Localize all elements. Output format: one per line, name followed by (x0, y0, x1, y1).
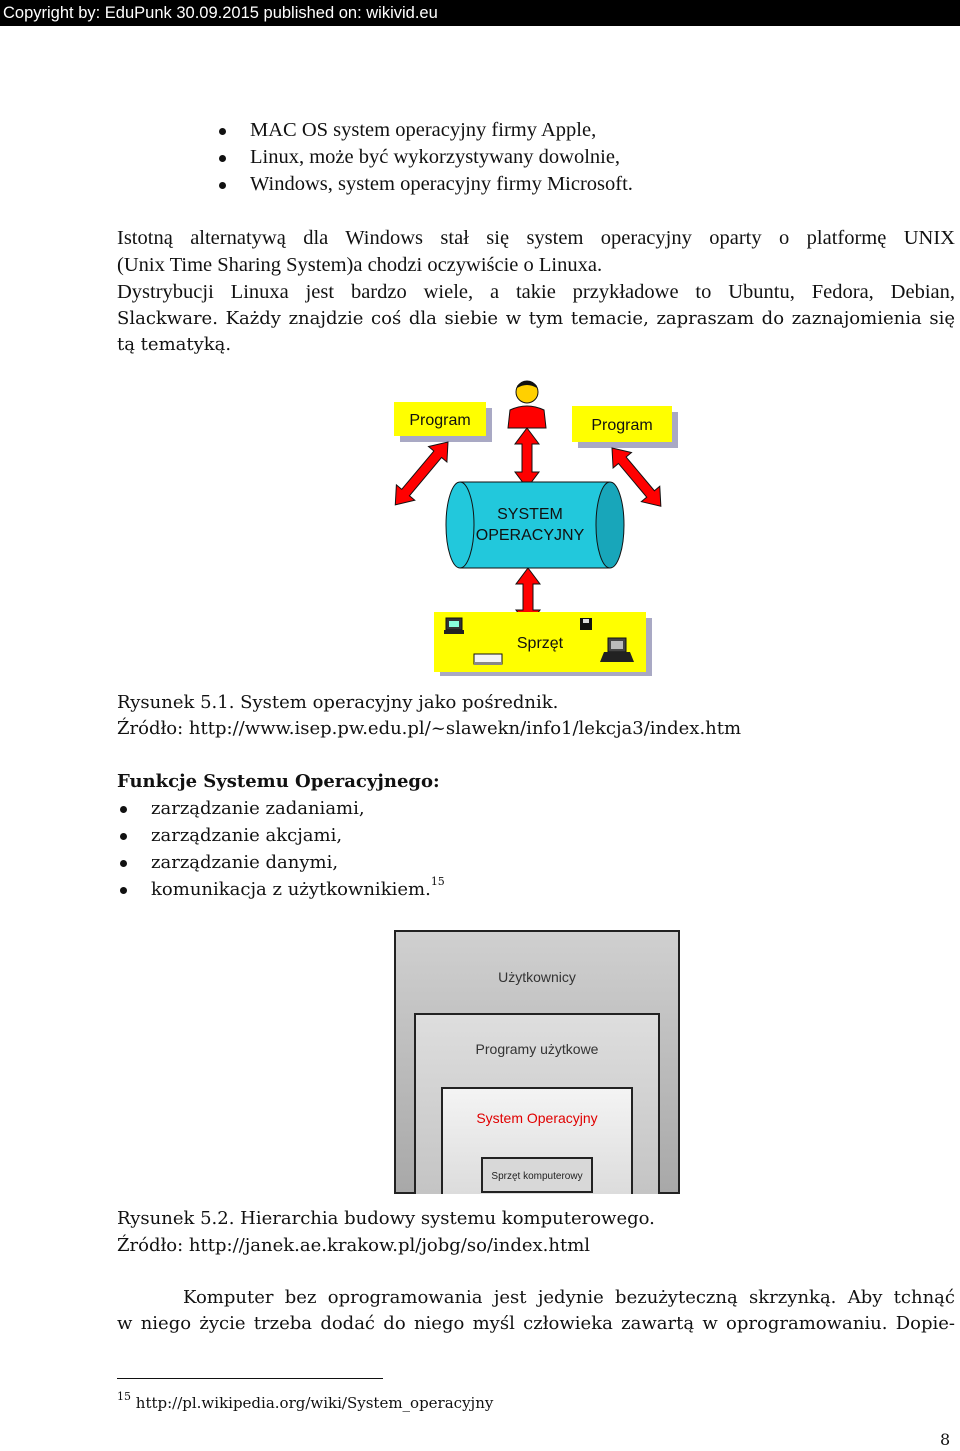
paragraph-line: (Unix Time Sharing System)a chodzi oczywiście o Linuxa. (117, 254, 603, 276)
layer-os-label: System Operacyjny (476, 1110, 598, 1126)
hardware-label: Sprzęt (516, 635, 564, 652)
bullet-marker (120, 887, 127, 894)
copyright-banner: Copyright by: EduPunk 30.09.2015 published on: wikivid.eu (0, 0, 960, 26)
bullet-marker (120, 833, 127, 840)
bullet-marker (219, 182, 226, 189)
floppy-icon (580, 618, 592, 630)
footnote (117, 1390, 494, 1412)
arrow-user (515, 428, 539, 488)
list-item: MAC OS system operacyjny firmy Apple, (250, 119, 597, 141)
hierarchy-diagram (394, 930, 680, 1194)
footnote-separator (117, 1378, 383, 1379)
arrow-left-program (390, 434, 457, 512)
functions-heading: Funkcje Systemu Operacyjnego: (117, 771, 440, 792)
list-item: zarządzanie akcjami, (151, 825, 343, 846)
paragraph-line: w niego życie trzeba dodać do niego myśl człowieka zawartą w oprogramowaniu. Dopie- (117, 1313, 955, 1334)
program-label-right: Program (591, 417, 653, 434)
list-item: komunikacja z użytkownikiem.$^{15}$ (151, 875, 445, 900)
figure1-source: Źródło: http://www.isep.pw.edu.pl/~slawekn/info1/lekcja3/index.htm (117, 718, 742, 739)
os-intermediary-diagram (390, 372, 690, 682)
list-item: Windows, system operacyjny firmy Microsoft. (250, 173, 633, 195)
figure-os-intermediary (390, 372, 690, 682)
bullet-marker (219, 128, 226, 135)
bullet-marker (120, 806, 127, 813)
footnote-link[interactable]: http://pl.wikipedia.org/wiki/System_operacyjny (135, 1394, 494, 1412)
printer-icon (474, 654, 502, 665)
figure1-caption: Rysunek 5.1. System operacyjny jako pośrednik. (117, 692, 559, 713)
paragraph-line: Dystrybucji Linuxa jest bardzo wiele, a takie przykładowe to Ubuntu, Fedora, Debian, (117, 281, 955, 303)
figure2-source: Źródło: http://janek.ae.krakow.pl/jobg/so/index.html (117, 1235, 591, 1256)
figure-hierarchy (394, 930, 680, 1194)
user-icon (508, 381, 546, 428)
paragraph-line: Istotną alternatywą dla Windows stał się system operacyjny oparty o platformę UNIX (117, 227, 955, 249)
layer-hardware-label: Sprzęt komputerowy (491, 1171, 583, 1182)
list-item: Linux, może być wykorzystywany dowolnie, (250, 146, 621, 168)
bullet-marker (120, 860, 127, 867)
page-number: 8 (940, 1430, 951, 1449)
os-cylinder (446, 482, 624, 568)
list-item: zarządzanie danymi, (151, 852, 339, 873)
paragraph-line: tą tematyką. (117, 334, 232, 355)
figure2-caption: Rysunek 5.2. Hierarchia budowy systemu komputerowego. (117, 1208, 655, 1229)
program-label-left: Program (409, 412, 471, 429)
paragraph-line: Slackware. Każdy znajdzie coś dla siebie w tym temacie, zapraszam do zaznajomienia się (117, 308, 955, 329)
monitor-icon (444, 618, 464, 634)
layer-apps-label: Programy użytkowe (475, 1041, 599, 1057)
layer-users-label: Użytkownicy (498, 969, 576, 985)
os-label-line1: SYSTEM (497, 506, 563, 523)
paragraph-line: Komputer bez oprogramowania jest jedynie bezużyteczną skrzynką. Aby tchnąć (183, 1287, 955, 1308)
os-label-line2: OPERACYJNY (475, 527, 585, 544)
bullet-marker (219, 155, 226, 162)
footnote-ref: 15 (430, 875, 445, 888)
list-item: zarządzanie zadaniami, (151, 798, 365, 819)
footnote-number: 15 (117, 1390, 131, 1403)
